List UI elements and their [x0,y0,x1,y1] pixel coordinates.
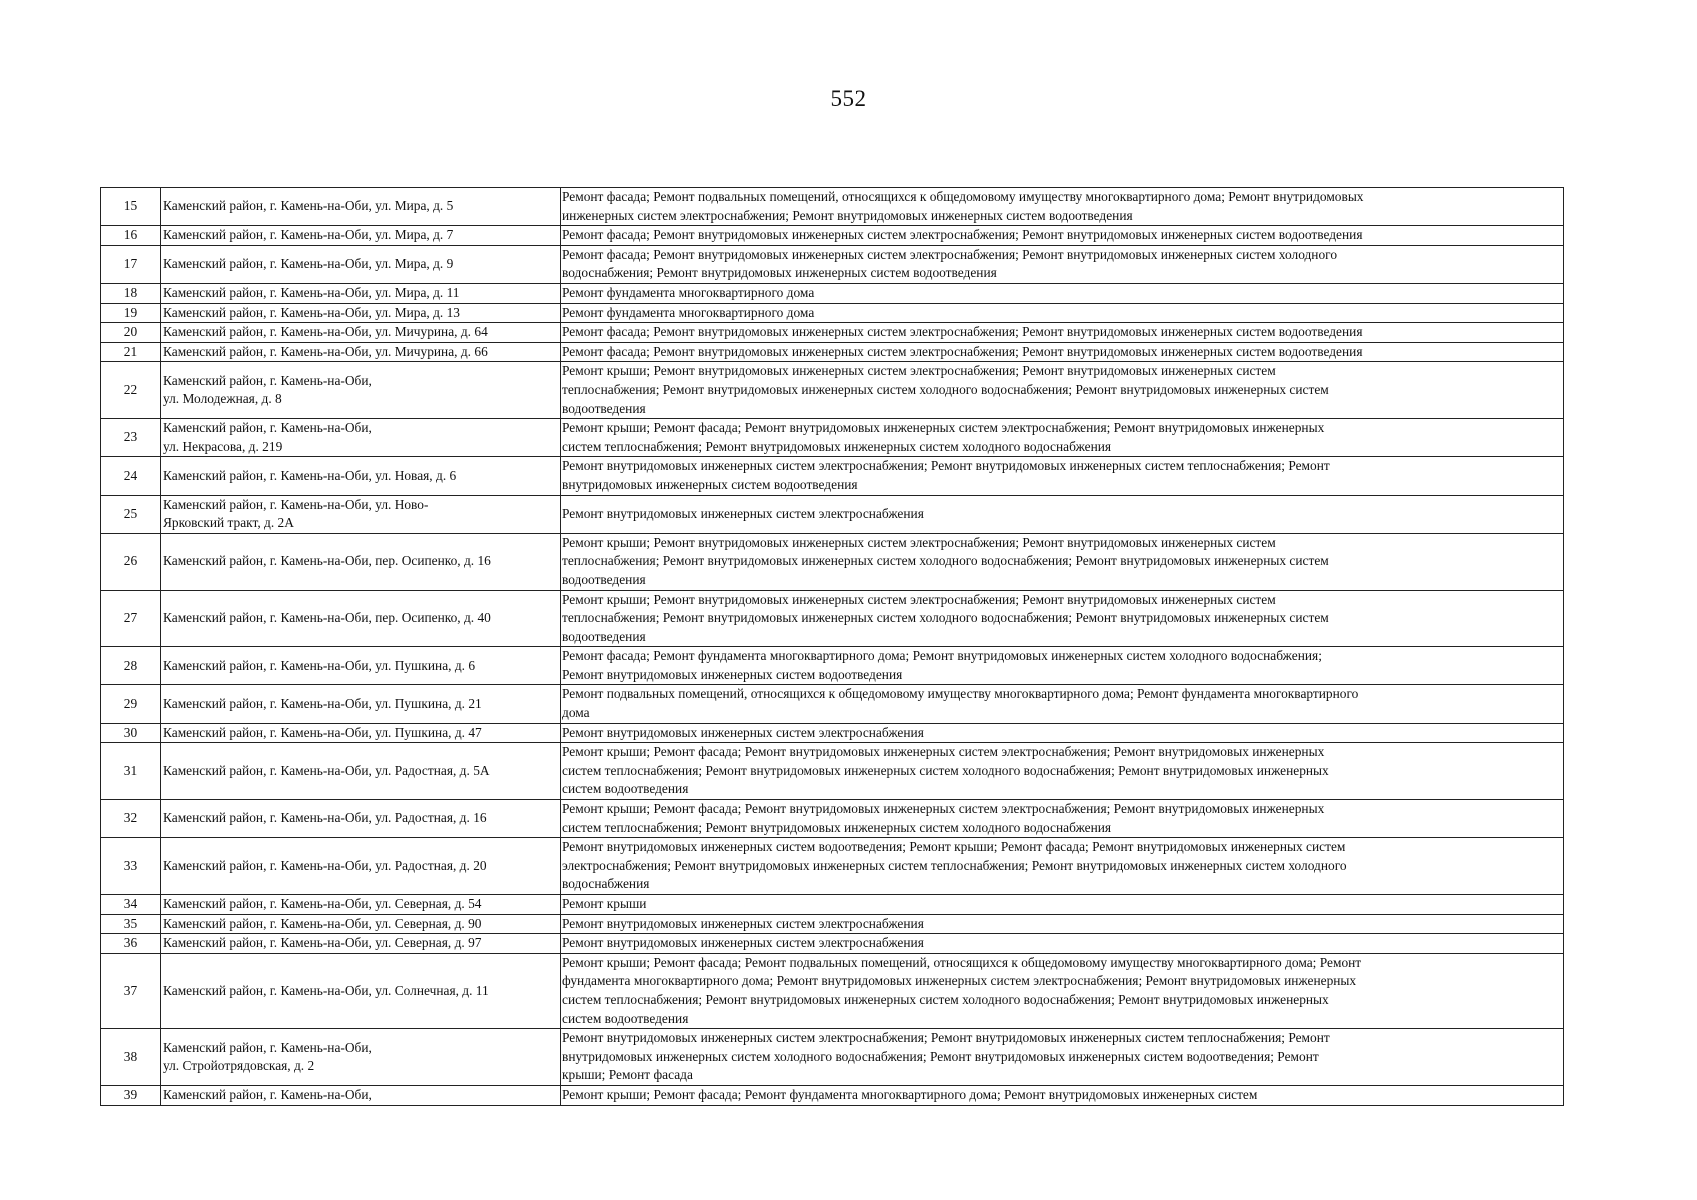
works-cell [561,188,1564,226]
row-number: 35 [101,914,161,934]
address-cell [161,495,561,533]
address-line: Каменский район, г. Камень-на-Оби, ул. Мира, д. 13 [163,304,460,320]
table-row [101,953,1564,1028]
works-cell [561,457,1564,495]
table-row [101,323,1564,343]
row-number: 20 [101,323,161,343]
works-line: инженерных систем электроснабжения; Ремонт внутридомовых инженерных систем водоотведения [562,207,1133,223]
address-cell [161,419,561,457]
address-line: Каменский район, г. Камень-на-Оби, ул. Мира, д. 5 [163,198,454,214]
table-row [101,838,1564,895]
works-line: водоотведения [562,628,646,644]
works-line: Ремонт фасада; Ремонт внутридомовых инженерных систем электроснабжения; Ремонт внутридомовых инженерных систем водоотведения [562,227,1363,243]
works-cell [561,495,1564,533]
address-line: ул. Молодежная, д. 8 [163,391,282,407]
address-line: Каменский район, г. Камень-на-Оби, ул. Пушкина, д. 21 [163,695,482,711]
address-cell [161,953,561,1028]
table-row [101,188,1564,226]
row-number: 36 [101,934,161,954]
row-number: 39 [101,1086,161,1106]
works-line: систем водоотведения [562,1010,689,1026]
address-cell [161,743,561,800]
row-number: 17 [101,245,161,283]
works-line: Ремонт крыши; Ремонт фасада; Ремонт внутридомовых инженерных систем электроснабжения; Ремонт внутридомовых инженерных [562,420,1325,436]
works-line: теплоснабжения; Ремонт внутридомовых инженерных систем холодного водоснабжения; Ремонт внутридомовых инженерных систем [562,553,1329,569]
row-number: 15 [101,188,161,226]
table-row [101,533,1564,590]
works-line: водоснабжения [562,876,650,892]
works-line: систем теплоснабжения; Ремонт внутридомовых инженерных систем холодного водоснабжения; Ремонт внутридомовых инженерных [562,762,1329,778]
works-line: Ремонт крыши [562,896,647,912]
works-line: Ремонт фасада; Ремонт внутридомовых инженерных систем электроснабжения; Ремонт внутридомовых инженерных систем водоотведения [562,343,1363,359]
works-cell [561,723,1564,743]
works-line: Ремонт фасада; Ремонт фундамента многоквартирного дома; Ремонт внутридомовых инженерных систем холодного водоснабжения; [562,648,1322,664]
row-number: 30 [101,723,161,743]
works-cell [561,953,1564,1028]
works-line: водоотведения [562,400,646,416]
row-number: 33 [101,838,161,895]
address-line: Каменский район, г. Камень-на-Оби, пер. Осипенко, д. 40 [163,610,491,626]
row-number: 22 [101,362,161,419]
address-cell [161,590,561,647]
table-row [101,226,1564,246]
works-line: Ремонт внутридомовых инженерных систем электроснабжения [562,724,924,740]
works-line: Ремонт крыши; Ремонт внутридомовых инженерных систем электроснабжения; Ремонт внутридомовых инженерных систем [562,534,1276,550]
works-cell [561,647,1564,685]
works-line: внутридомовых инженерных систем водоотведения [562,476,858,492]
works-cell [561,1029,1564,1086]
table-row [101,800,1564,838]
works-cell [561,342,1564,362]
table-row [101,1086,1564,1106]
row-number: 28 [101,647,161,685]
row-number: 27 [101,590,161,647]
works-line: водоснабжения; Ремонт внутридомовых инженерных систем водоотведения [562,265,997,281]
table-row [101,914,1564,934]
works-line: Ремонт внутридомовых инженерных систем электроснабжения [562,505,924,521]
table-row [101,419,1564,457]
table-row [101,283,1564,303]
works-line: фундамента многоквартирного дома; Ремонт внутридомовых инженерных систем электроснабжения; Ремонт внутридомовых инженерных [562,973,1357,989]
address-cell [161,457,561,495]
address-line: Каменский район, г. Камень-на-Оби, ул. Солнечная, д. 11 [163,982,489,998]
works-cell [561,934,1564,954]
table-row [101,303,1564,323]
works-line: водоотведения [562,571,646,587]
works-cell [561,419,1564,457]
row-number: 37 [101,953,161,1028]
table-row [101,245,1564,283]
table-row [101,457,1564,495]
works-line: Ремонт подвальных помещений, относящихся к общедомовому имуществу многоквартирного дома; Ремонт фундамента многоквартирного [562,686,1359,702]
row-number: 32 [101,800,161,838]
works-cell [561,685,1564,723]
address-cell [161,1029,561,1086]
page-number: 552 [830,86,867,111]
address-cell [161,838,561,895]
works-line: Ремонт фасада; Ремонт подвальных помещений, относящихся к общедомовому имуществу многоквартирного дома; Ремонт внутридомовых [562,189,1364,204]
address-cell [161,245,561,283]
address-line: Каменский район, г. Камень-на-Оби, ул. Мира, д. 9 [163,256,454,272]
works-cell [561,323,1564,343]
address-line: Каменский район, г. Камень-на-Оби, ул. Северная, д. 54 [163,896,482,912]
repair-works-table [100,187,1564,1106]
works-cell [561,838,1564,895]
works-line: Ремонт крыши; Ремонт внутридомовых инженерных систем электроснабжения; Ремонт внутридомовых инженерных систем [562,363,1276,379]
works-line: Ремонт крыши; Ремонт внутридомовых инженерных систем электроснабжения; Ремонт внутридомовых инженерных систем [562,591,1276,607]
address-line: Ярковский тракт, д. 2А [163,515,294,531]
address-cell [161,533,561,590]
table-row [101,362,1564,419]
address-line: Каменский район, г. Камень-на-Оби, [163,1039,372,1055]
row-number: 34 [101,895,161,915]
works-cell [561,895,1564,915]
table-row [101,685,1564,723]
works-cell [561,245,1564,283]
works-cell [561,800,1564,838]
row-number: 21 [101,342,161,362]
address-line: ул. Некрасова, д. 219 [163,438,283,454]
works-line: Ремонт фасада; Ремонт внутридомовых инженерных систем электроснабжения; Ремонт внутридомовых инженерных систем холодного [562,246,1338,262]
table-row [101,342,1564,362]
address-line: Каменский район, г. Камень-на-Оби, ул. Пушкина, д. 47 [163,724,482,740]
works-line: Ремонт внутридомовых инженерных систем водоотведения [562,666,903,682]
address-line: Каменский район, г. Камень-на-Оби, ул. Мичурина, д. 64 [163,324,488,340]
table-body [101,188,1564,1106]
address-cell [161,723,561,743]
address-line: Каменский район, г. Камень-на-Оби, ул. Ново- [163,496,429,512]
table-row [101,743,1564,800]
works-line: Ремонт внутридомовых инженерных систем электроснабжения [562,915,924,931]
address-line: Каменский район, г. Камень-на-Оби, ул. Радостная, д. 16 [163,810,487,826]
address-cell [161,685,561,723]
address-cell [161,934,561,954]
table-row [101,723,1564,743]
works-cell [561,303,1564,323]
row-number: 16 [101,226,161,246]
works-cell [561,1086,1564,1106]
works-line: Ремонт фасада; Ремонт внутридомовых инженерных систем электроснабжения; Ремонт внутридомовых инженерных систем водоотведения [562,324,1363,340]
address-cell [161,1086,561,1106]
works-cell [561,226,1564,246]
address-cell [161,323,561,343]
works-line: Ремонт внутридомовых инженерных систем электроснабжения; Ремонт внутридомовых инженерных систем теплоснабжения; Ремонт [562,1030,1330,1046]
works-line: Ремонт крыши; Ремонт фасада; Ремонт подвальных помещений, относящихся к общедомовому имуществу многоквартирного дома; Ремонт [562,954,1362,970]
row-number: 24 [101,457,161,495]
works-cell [561,362,1564,419]
table-row [101,895,1564,915]
address-line: ул. Стройотрядовская, д. 2 [163,1058,315,1074]
address-line: Каменский район, г. Камень-на-Оби, ул. Радостная, д. 20 [163,857,487,873]
table-row [101,590,1564,647]
address-cell [161,362,561,419]
address-line: Каменский район, г. Камень-на-Оби, [163,372,372,388]
works-line: систем теплоснабжения; Ремонт внутридомовых инженерных систем холодного водоснабжения [562,819,1112,835]
row-number: 31 [101,743,161,800]
works-line: Ремонт фундамента многоквартирного дома [562,284,815,300]
address-cell [161,914,561,934]
table-row [101,495,1564,533]
address-line: Каменский район, г. Камень-на-Оби, пер. Осипенко, д. 16 [163,553,491,569]
row-number: 23 [101,419,161,457]
works-cell [561,914,1564,934]
works-cell [561,590,1564,647]
address-line: Каменский район, г. Камень-на-Оби, ул. Мира, д. 7 [163,227,454,243]
works-line: систем теплоснабжения; Ремонт внутридомовых инженерных систем холодного водоснабжения [562,438,1112,454]
row-number: 25 [101,495,161,533]
row-number: 26 [101,533,161,590]
works-line: теплоснабжения; Ремонт внутридомовых инженерных систем холодного водоснабжения; Ремонт внутридомовых инженерных систем [562,381,1329,397]
works-cell [561,743,1564,800]
works-line: электроснабжения; Ремонт внутридомовых инженерных систем теплоснабжения; Ремонт внутридомовых инженерных систем холодного [562,857,1347,873]
works-line: крыши; Ремонт фасада [562,1067,693,1083]
table-row [101,1029,1564,1086]
address-cell [161,188,561,226]
works-line: внутридомовых инженерных систем холодного водоснабжения; Ремонт внутридомовых инженерных систем водоотведения; Ремонт [562,1048,1319,1064]
address-line: Каменский район, г. Камень-на-Оби, ул. Радостная, д. 5А [163,762,490,778]
row-number: 29 [101,685,161,723]
works-line: теплоснабжения; Ремонт внутридомовых инженерных систем холодного водоснабжения; Ремонт внутридомовых инженерных систем [562,610,1329,626]
works-line: Ремонт внутридомовых инженерных систем электроснабжения [562,935,924,951]
address-line: Каменский район, г. Камень-на-Оби, ул. Мичурина, д. 66 [163,343,488,359]
row-number: 18 [101,283,161,303]
row-number: 19 [101,303,161,323]
row-number: 38 [101,1029,161,1086]
address-line: Каменский район, г. Камень-на-Оби, [163,420,372,436]
address-line: Каменский район, г. Камень-на-Оби, [163,1087,372,1103]
works-cell [561,283,1564,303]
address-cell [161,800,561,838]
address-line: Каменский район, г. Камень-на-Оби, ул. Мира, д. 11 [163,284,460,300]
works-line: систем теплоснабжения; Ремонт внутридомовых инженерных систем холодного водоснабжения; Ремонт внутридомовых инженерных [562,992,1329,1008]
address-line: Каменский район, г. Камень-на-Оби, ул. Северная, д. 97 [163,935,482,951]
address-line: Каменский район, г. Камень-на-Оби, ул. Северная, д. 90 [163,915,482,931]
address-cell [161,647,561,685]
works-line: систем водоотведения [562,781,689,797]
address-line: Каменский район, г. Камень-на-Оби, ул. Новая, д. 6 [163,467,457,483]
works-line: Ремонт крыши; Ремонт фасада; Ремонт фундамента многоквартирного дома; Ремонт внутридомовых инженерных систем [562,1087,1258,1103]
works-cell [561,533,1564,590]
works-line: дома [562,705,590,721]
works-line: Ремонт внутридомовых инженерных систем водоотведения; Ремонт крыши; Ремонт фасада; Ремонт внутридомовых инженерных систем [562,839,1346,855]
works-line: Ремонт крыши; Ремонт фасада; Ремонт внутридомовых инженерных систем электроснабжения; Ремонт внутридомовых инженерных [562,744,1325,760]
works-line: Ремонт крыши; Ремонт фасада; Ремонт внутридомовых инженерных систем электроснабжения; Ремонт внутридомовых инженерных [562,801,1325,817]
table-row [101,934,1564,954]
address-cell [161,283,561,303]
address-cell [161,342,561,362]
address-cell [161,895,561,915]
address-cell [161,226,561,246]
table-row [101,647,1564,685]
works-line: Ремонт фундамента многоквартирного дома [562,304,815,320]
address-line: Каменский район, г. Камень-на-Оби, ул. Пушкина, д. 6 [163,657,476,673]
works-line: Ремонт внутридомовых инженерных систем электроснабжения; Ремонт внутридомовых инженерных систем теплоснабжения; Ремонт [562,458,1330,474]
address-cell [161,303,561,323]
